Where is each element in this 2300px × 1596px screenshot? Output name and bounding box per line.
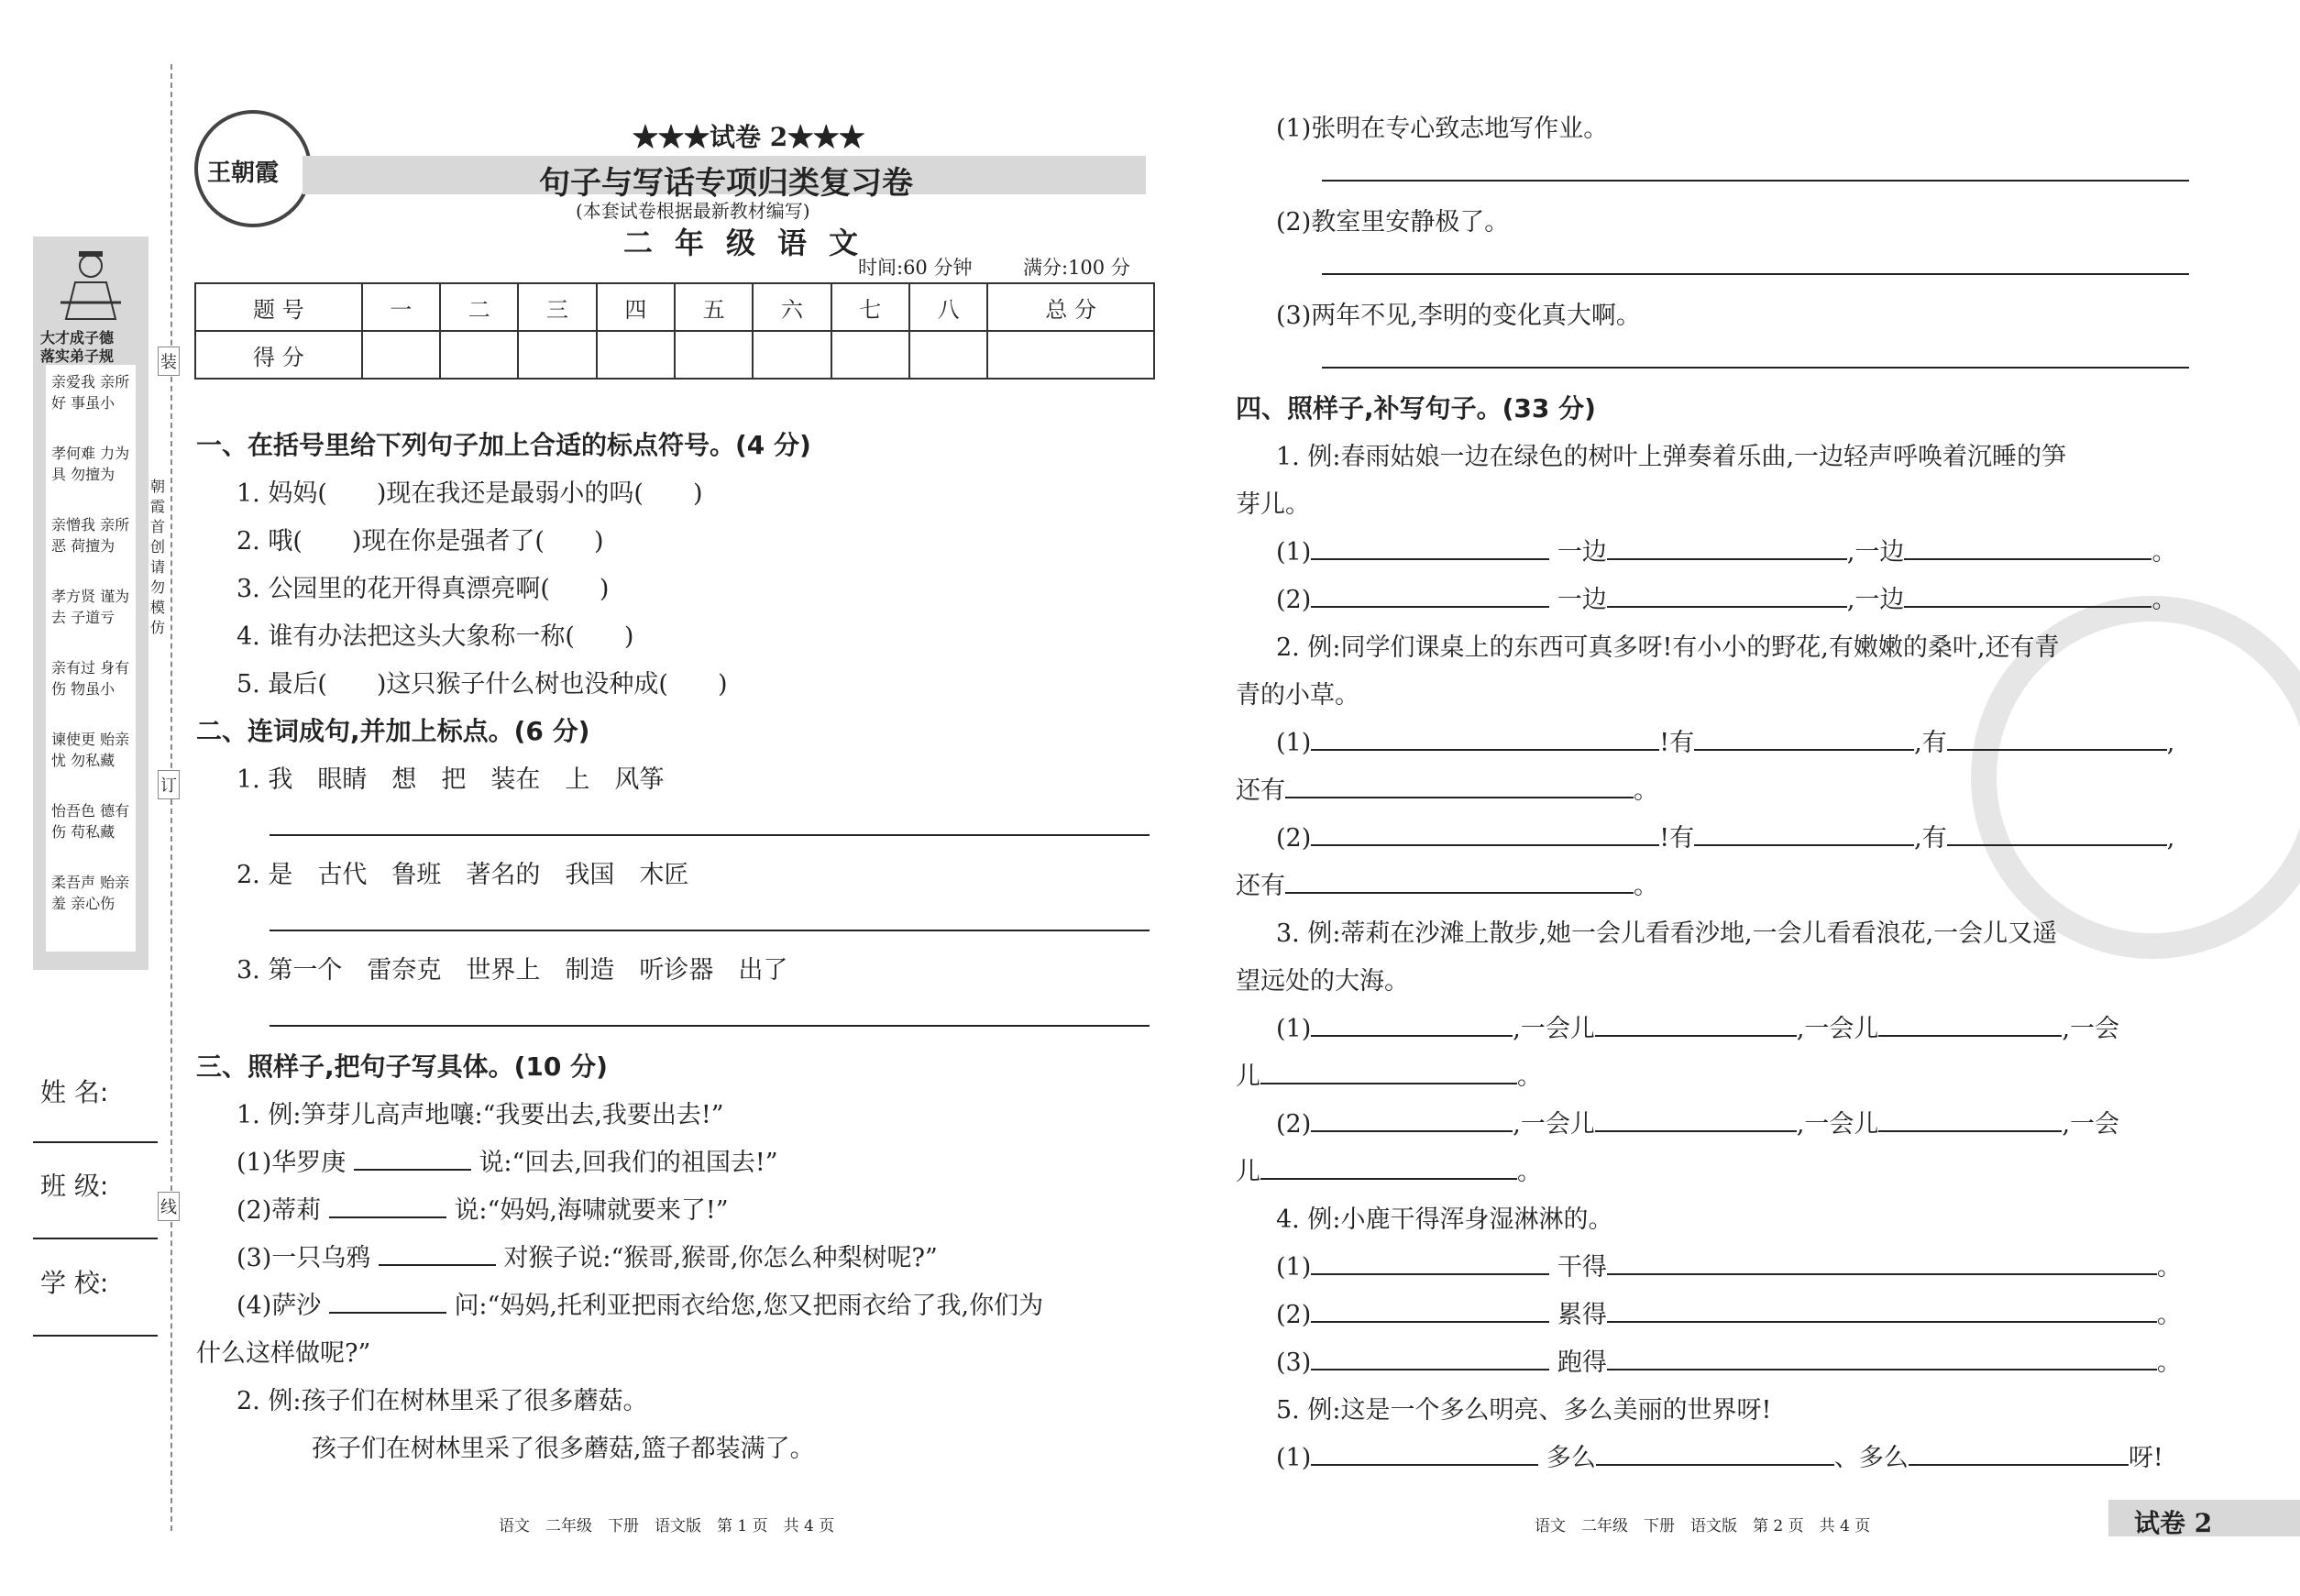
s3-item-post: 说:“回去,回我们的祖国去!”: [479, 1149, 778, 1177]
s4-row: [1276, 1247, 2182, 1282]
row-word: ,有: [1914, 824, 1947, 853]
row-word: 一边: [1557, 538, 1607, 567]
s4-example-5: 5. 例:这是一个多么明亮、多么美丽的世界呀!: [1276, 1396, 1772, 1425]
blank[interactable]: [1311, 1253, 1549, 1275]
s4-example-3: 3. 例:蒂莉在沙滩上散步,她一会儿看看沙地,一会儿看看浪花,一会儿又遥: [1276, 919, 2058, 948]
blank[interactable]: [1311, 1444, 1538, 1466]
s3-item-pre: (2)蒂莉: [237, 1196, 322, 1225]
row-number: (2): [1276, 586, 1312, 614]
motto: 孝方贤 谨为去 子道亏: [51, 588, 130, 626]
section-1-title: 一、在括号里给下列句子加上合适的标点符号。(4 分): [196, 430, 811, 460]
s1-item: 5. 最后( )这只猴子什么树也没种成( ): [237, 670, 728, 699]
blank[interactable]: [1311, 824, 1659, 846]
motto: 孝何难 力为具 勿擅为: [51, 445, 130, 483]
row-end: 。: [2156, 1253, 2182, 1282]
name-label: 姓 名:: [40, 1077, 109, 1107]
row-word: ,一会儿: [1796, 1015, 1879, 1043]
blank[interactable]: [1596, 1444, 1834, 1466]
sidebar-slogan-1: 大才成子德: [40, 329, 115, 347]
seal-char: 装: [158, 347, 180, 376]
row-word: ,一会: [2062, 1015, 2120, 1043]
blank[interactable]: [1311, 729, 1659, 751]
copyright-note: 朝霞首创 请勿模仿: [150, 478, 166, 636]
score-cell: 三: [518, 283, 596, 331]
rt-answer-line[interactable]: [1322, 367, 2189, 369]
score-input[interactable]: [987, 331, 1154, 379]
row-word: 儿: [1236, 1062, 1260, 1091]
row-number: (1): [1276, 538, 1312, 567]
seal-char: 订: [158, 770, 180, 799]
blank[interactable]: [1260, 1158, 1517, 1180]
score-header-row: [195, 283, 1154, 331]
footer-right: 语文 二年级 下册 语文版 第 2 页 共 4 页: [1535, 1517, 1871, 1535]
score-table: [194, 282, 1155, 380]
school-label: 学 校:: [40, 1268, 109, 1298]
score-input[interactable]: [518, 331, 596, 379]
s1-item: 2. 哦( )现在你是强者了( ): [237, 527, 604, 556]
score-cell: 八: [909, 283, 987, 331]
row-end: 呀!: [2128, 1444, 2163, 1472]
row-end: 。: [2156, 1348, 2182, 1377]
row-end: ,: [2166, 729, 2175, 757]
blank[interactable]: [1909, 1444, 2129, 1466]
rt-answer-line[interactable]: [1322, 273, 2189, 275]
blank[interactable]: [1694, 729, 1914, 751]
score-cell: 四: [597, 283, 675, 331]
exam-time: 时间:60 分钟: [858, 257, 973, 279]
s2-answer-line[interactable]: [270, 930, 1150, 931]
rt-answer-line[interactable]: [1322, 180, 2189, 182]
s3-item-continued: 什么这样做呢?”: [196, 1339, 371, 1368]
row-end: 。: [2151, 538, 2177, 567]
s3-item: [237, 1142, 778, 1178]
section-4-title: 四、照样子,补写句子。(33 分): [1236, 393, 1596, 424]
blank[interactable]: [1947, 824, 2167, 846]
row-word: ,有: [1914, 729, 1947, 757]
blank[interactable]: [1694, 824, 1914, 846]
s4-row: [1276, 1008, 2119, 1044]
row-word: 跑得: [1557, 1348, 1607, 1377]
s3-item-post: 问:“妈妈,托利亚把雨衣给您,您又把雨衣给了我,你们为: [454, 1292, 1044, 1320]
s3-item-post: 对猴子说:“猴哥,猴哥,你怎么种梨树呢?”: [503, 1244, 938, 1272]
blank[interactable]: [1311, 1348, 1549, 1370]
s4-example-3-cont: 望远处的大海。: [1236, 967, 1409, 996]
s4-example-1-cont: 芽儿。: [1236, 490, 1310, 519]
s4-row-cont: [1236, 770, 1658, 806]
school-field[interactable]: [33, 1335, 158, 1337]
s2-item: 2. 是 古代 鲁班 著名的 我国 木匠: [237, 861, 689, 889]
row-number: (2): [1276, 824, 1312, 853]
s4-row: [1276, 579, 2176, 615]
blank[interactable]: [1311, 586, 1549, 608]
s4-example-4: 4. 例:小鹿干得浑身湿淋淋的。: [1276, 1205, 1613, 1234]
s4-example-1: 1. 例:春雨姑娘一边在绿色的树叶上弹奏着乐曲,一边轻声呼唤着沉睡的笋: [1276, 443, 2067, 471]
row-end: 。: [2151, 586, 2177, 614]
s1-item: 1. 妈妈( )现在我还是最弱小的吗( ): [237, 479, 703, 508]
s3-blank[interactable]: [379, 1244, 496, 1266]
row-end: 。: [1634, 872, 1658, 900]
s3-item-post: 说:“妈妈,海啸就要来了!”: [454, 1196, 729, 1225]
row-number: (3): [1276, 1348, 1312, 1377]
row-word: 、多么: [1833, 1444, 1909, 1472]
s3-example-2: 2. 例:孩子们在树林里采了很多蘑菇。: [237, 1387, 648, 1415]
paper-subtitle: (本套试卷根据最新教材编写): [576, 200, 810, 222]
s3-item-pre: (3)一只乌鸦: [237, 1244, 371, 1272]
s3-item: [237, 1285, 1043, 1321]
s4-example-2: 2. 例:同学们课桌上的东西可真多呀!有小小的野花,有嫩嫩的桑叶,还有青: [1276, 633, 2060, 662]
row-word: 还有: [1236, 872, 1285, 900]
s2-answer-line[interactable]: [270, 834, 1150, 836]
motto: 亲爱我 亲所好 事虽小: [51, 373, 130, 412]
s2-answer-line[interactable]: [270, 1025, 1150, 1027]
score-input[interactable]: [753, 331, 831, 379]
s3-example-2-answer: 孩子们在树林里采了很多蘑菇,篮子都装满了。: [312, 1435, 815, 1463]
row-word: ,一会: [2062, 1110, 2120, 1139]
sidebar-motto-box: [46, 365, 136, 952]
row-end: ,: [2166, 824, 2175, 853]
series-label: ★★★试卷 2★★★: [633, 122, 865, 152]
blank[interactable]: [1607, 1348, 2157, 1370]
s4-row: [1276, 818, 2174, 853]
score-cell: 二: [440, 283, 518, 331]
footer-left: 语文 二年级 下册 语文版 第 1 页 共 4 页: [499, 1517, 835, 1535]
score-input[interactable]: [675, 331, 753, 379]
row-end: 。: [1517, 1158, 1542, 1186]
score-cell: 题 号: [195, 283, 362, 331]
score-input[interactable]: [362, 331, 440, 379]
blank[interactable]: [1285, 776, 1634, 798]
row-word: 儿: [1236, 1158, 1260, 1186]
blank[interactable]: [1904, 538, 2151, 560]
scholar-icon: [57, 248, 125, 321]
row-word: !有: [1659, 824, 1695, 853]
motto: 柔吾声 贻亲羞 亲心伤: [51, 874, 130, 912]
seal-char: 线: [158, 1192, 180, 1221]
motto: 怡吾色 德有伤 苟私藏: [51, 802, 130, 841]
row-word: 累得: [1557, 1301, 1607, 1329]
s4-example-2-cont: 青的小草。: [1236, 681, 1359, 710]
blank[interactable]: [1607, 538, 1847, 560]
row-number: (1): [1276, 1444, 1312, 1472]
blank[interactable]: [1878, 1015, 2062, 1037]
score-cell: 六: [753, 283, 831, 331]
row-number: (1): [1276, 1015, 1312, 1043]
motto: 亲有过 身有伤 物虽小: [51, 659, 130, 698]
section-3-title: 三、照样子,把句子写具体。(10 分): [196, 1051, 608, 1082]
motto: 谏使更 贻亲忧 勿私藏: [51, 731, 130, 769]
row-word: 干得: [1557, 1253, 1607, 1282]
s1-item: 3. 公园里的花开得真漂亮啊( ): [237, 575, 610, 603]
s3-item-pre: (4)萨沙: [237, 1292, 322, 1320]
score-value-row: [195, 331, 1154, 379]
rt-item: (2)教室里安静极了。: [1276, 208, 1510, 237]
row-word: 还有: [1236, 776, 1285, 805]
blank[interactable]: [1607, 1301, 2157, 1323]
blank[interactable]: [1311, 538, 1549, 560]
sidebar-panel: [33, 237, 149, 970]
blank[interactable]: [1311, 1301, 1549, 1323]
class-field[interactable]: [33, 1238, 158, 1239]
logo-text: 王朝霞: [207, 160, 280, 187]
s3-item-pre: (1)华罗庚: [237, 1149, 347, 1177]
score-cell: 五: [675, 283, 753, 331]
logo-badge: [194, 110, 312, 227]
row-number: (2): [1276, 1301, 1312, 1329]
s1-item: 4. 谁有办法把这头大象称一称( ): [237, 622, 634, 651]
score-row-label: 得 分: [195, 331, 362, 379]
blank[interactable]: [1285, 872, 1634, 894]
paper-title: 句子与写话专项归类复习卷: [539, 165, 913, 202]
s3-blank[interactable]: [354, 1149, 471, 1171]
row-word: ,一会儿: [1513, 1015, 1595, 1043]
row-word: !有: [1659, 729, 1695, 757]
blank[interactable]: [1607, 1253, 2157, 1275]
score-input[interactable]: [597, 331, 675, 379]
s4-row: [1276, 722, 2174, 758]
blank[interactable]: [1607, 586, 1847, 608]
score-cell: 七: [831, 283, 909, 331]
rt-item: (1)张明在专心致志地写作业。: [1276, 115, 1609, 143]
row-word: ,一边: [1846, 538, 1905, 567]
row-number: (1): [1276, 1253, 1312, 1282]
score-input[interactable]: [440, 331, 518, 379]
row-word: ,一会儿: [1513, 1110, 1595, 1139]
blank[interactable]: [1260, 1062, 1517, 1084]
s3-blank[interactable]: [329, 1196, 446, 1218]
blank[interactable]: [1904, 586, 2151, 608]
section-2-title: 二、连词成句,并加上标点。(6 分): [196, 716, 590, 746]
s4-row: [1276, 532, 2176, 567]
rt-item: (3)两年不见,李明的变化真大啊。: [1276, 302, 1641, 330]
s3-item: [237, 1190, 729, 1226]
sidebar-slogan-2: 落实弟子规: [40, 347, 115, 365]
blank[interactable]: [1947, 729, 2167, 751]
s4-row-cont: [1236, 1056, 1542, 1092]
score-input[interactable]: [831, 331, 909, 379]
row-number: (2): [1276, 1110, 1312, 1139]
s3-item: [237, 1238, 938, 1273]
blank[interactable]: [1595, 1110, 1797, 1132]
s4-row: [1276, 1437, 2163, 1473]
motto: 亲憎我 亲所恶 荷擅为: [51, 516, 130, 555]
s4-row: [1276, 1294, 2182, 1330]
row-word: ,一会儿: [1796, 1110, 1879, 1139]
blank[interactable]: [1311, 1110, 1513, 1132]
score-cell: 总 分: [987, 283, 1154, 331]
row-end: 。: [1634, 776, 1658, 805]
score-cell: 一: [362, 283, 440, 331]
grade-subject: 二年级语文: [623, 226, 881, 260]
s4-row: [1276, 1342, 2182, 1378]
s2-item: 3. 第一个 雷奈克 世界上 制造 听诊器 出了: [237, 956, 788, 985]
s4-row: [1276, 1104, 2119, 1139]
score-input[interactable]: [909, 331, 987, 379]
row-number: (1): [1276, 729, 1312, 757]
footer-tag: 试卷 2: [2134, 1508, 2213, 1538]
exam-full-score: 满分:100 分: [1023, 257, 1130, 279]
s2-item: 1. 我 眼睛 想 把 装在 上 风筝: [237, 765, 665, 794]
s4-row-cont: [1236, 865, 1658, 901]
row-word: 多么: [1546, 1444, 1596, 1472]
class-label: 班 级:: [40, 1171, 109, 1201]
blank[interactable]: [1878, 1110, 2062, 1132]
row-word: ,一边: [1846, 586, 1905, 614]
s3-example-1: 1. 例:笋芽儿高声地嚷:“我要出去,我要出去!”: [237, 1101, 724, 1129]
s3-blank[interactable]: [329, 1292, 446, 1314]
name-field[interactable]: [33, 1141, 158, 1143]
row-word: 一边: [1557, 586, 1607, 614]
blank[interactable]: [1311, 1015, 1513, 1037]
row-end: 。: [2156, 1301, 2182, 1329]
blank[interactable]: [1595, 1015, 1797, 1037]
row-end: 。: [1517, 1062, 1542, 1091]
s4-row-cont: [1236, 1151, 1542, 1187]
